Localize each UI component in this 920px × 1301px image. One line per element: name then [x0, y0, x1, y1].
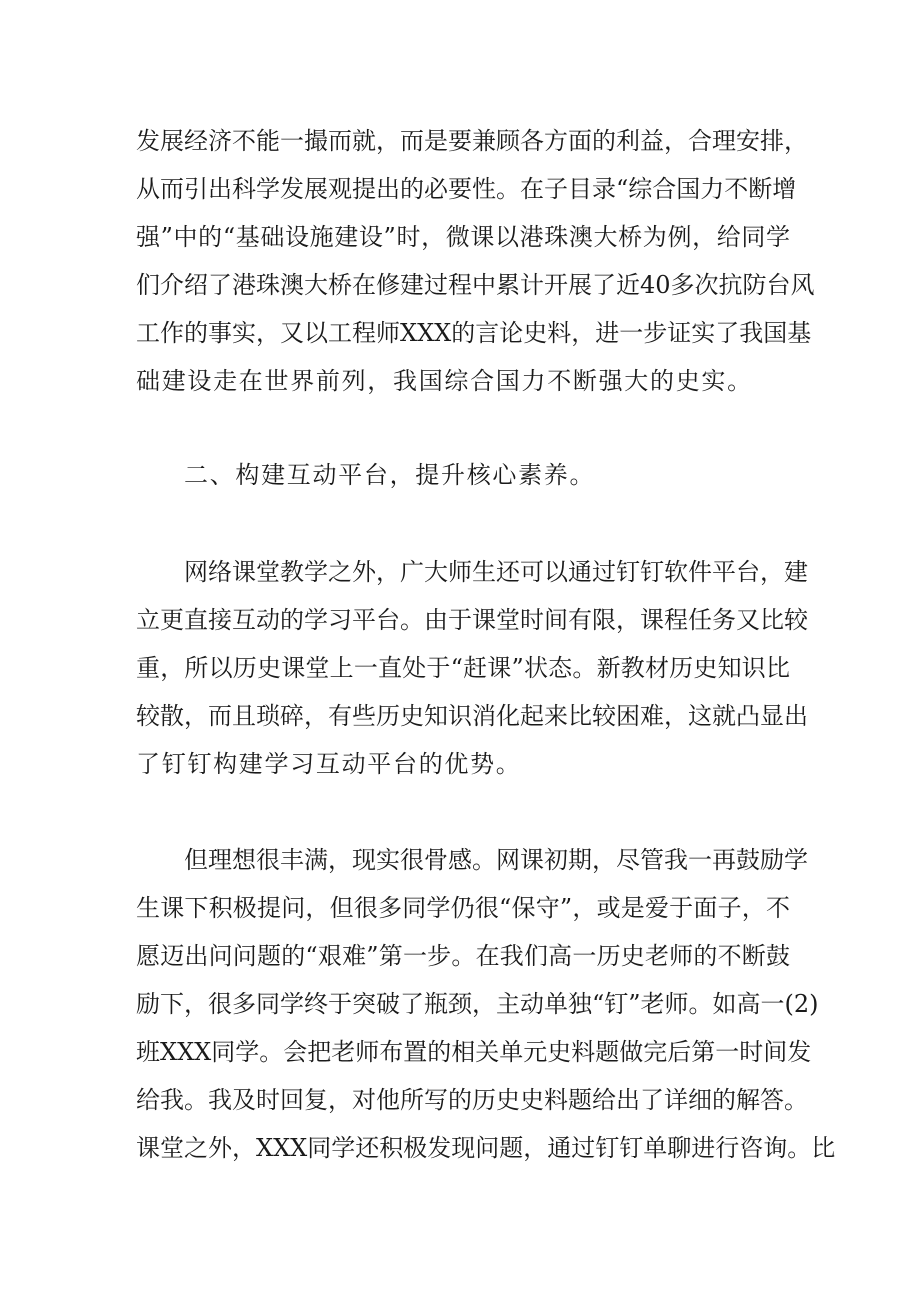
paragraph-3-line-1: 但理想很丰满，现实很骨感。网课初期，尽管我一再鼓励学: [184, 846, 808, 874]
paragraph-1-line-3: 强”中的“基础设施建设”时，微课以港珠澳大桥为例，给同学: [136, 223, 790, 251]
paragraph-1-line-1: 发展经济不能一撮而就，而是要兼顾各方面的利益，合理安排，: [136, 127, 808, 155]
paragraph-2-line-2: 立更直接互动的学习平台。由于课堂时间有限，课程任务又比较: [136, 606, 808, 634]
paragraph-3-line-2: 生课下积极提问，但很多同学仍很“保守”，或是爱于面子，不: [136, 894, 790, 922]
paragraph-3-line-7: 课堂之外，XXX同学还积极发现问题，通过钉钉单聊进行咨询。比: [136, 1134, 836, 1162]
paragraph-1-line-6: 础建设走在世界前列，我国综合国力不断强大的史实。: [136, 367, 753, 395]
paragraph-1-line-4: 们介绍了港珠澳大桥在修建过程中累计开展了近40多次抗防台风: [136, 271, 815, 299]
paragraph-1-line-2: 从而引出科学发展观提出的必要性。在子目录“综合国力不断增: [136, 175, 797, 203]
paragraph-3-line-6: 给我。我及时回复，对他所写的历史史料题给出了详细的解答。: [136, 1086, 808, 1114]
paragraph-2-line-4: 较散，而且琐碎，有些历史知识消化起来比较困难，这就凸显出: [136, 702, 808, 730]
paragraph-2-line-5: 了钉钉构建学习互动平台的优势。: [136, 750, 522, 778]
paragraph-3-line-4: 励下，很多同学终于突破了瓶颈，主动单独“钉”老师。如高一(2): [136, 990, 819, 1018]
paragraph-1-line-5: 工作的事实，又以工程师XXX的言论史料，进一步证实了我国基: [136, 319, 812, 347]
paragraph-2-line-1: 网络课堂教学之外，广大师生还可以通过钉钉软件平台，建: [184, 558, 808, 586]
section-heading-2: 二、构建互动平台，提升核心素养。: [184, 461, 596, 489]
paragraph-3-line-3: 愿迈出问问题的“艰难”第一步。在我们高一历史老师的不断鼓: [136, 942, 790, 970]
paragraph-3-line-5: 班XXX同学。会把老师布置的相关单元史料题做完后第一时间发: [136, 1038, 812, 1066]
paragraph-2-line-3: 重，所以历史课堂上一直处于“赶课”状态。新教材历史知识比: [136, 654, 790, 682]
